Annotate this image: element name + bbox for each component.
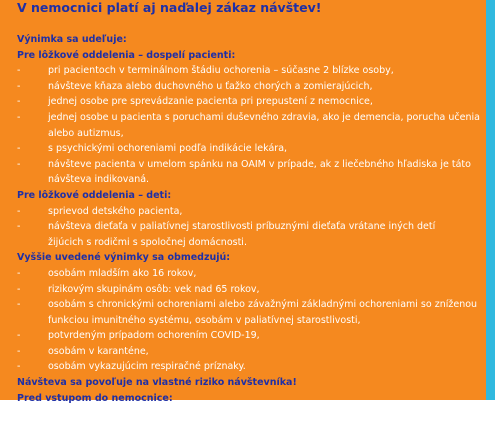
list-item [0, 157, 486, 173]
list-item-text: osobám vykazujúcim respiračné príznaky. [48, 361, 246, 373]
bullet-dash: - [17, 65, 21, 77]
list-item-text: osobám mladším ako 16 rokov, [48, 267, 197, 279]
list-item [0, 328, 486, 344]
list-item [0, 297, 486, 313]
list-item-text: návšteva indikovaná. [48, 174, 150, 186]
list-item-text: s psychickými ochoreniami podľa indikácie lekára, [48, 143, 288, 155]
list-item-continuation [0, 313, 486, 329]
list-item-continuation [0, 235, 486, 251]
bullet-dash: - [17, 267, 21, 279]
section-heading: Návšteva sa povoľuje na vlastné riziko návštevníka! [17, 377, 297, 389]
section-heading: Pred vstupom do nemocnice: [17, 392, 173, 404]
notice-body [0, 32, 486, 422]
bullet-dash: - [17, 408, 21, 420]
bullet-dash: - [17, 205, 21, 217]
list-item-text: osobám s chronickými ochoreniami alebo závažnými základnými ochoreniami so zníženou [48, 299, 478, 311]
list-item-text: rizikovým skupinám osôb: vek nad 65 rokov, [48, 283, 260, 295]
bullet-dash: - [17, 143, 21, 155]
bullet-dash: - [17, 330, 21, 342]
list-item [0, 63, 486, 79]
section-heading: Pre lôžkové oddelenia – dospelí pacienti: [17, 49, 236, 61]
list-item-text: návšteve pacienta v umelom spánku na OAIM v prípade, ak z liečebného hľadiska je táto [48, 158, 471, 170]
list-item [0, 344, 486, 360]
list-item-text: jednej osobe pre sprevádzanie pacienta pri prepustení z nemocnice, [48, 96, 373, 108]
list-item-continuation [0, 172, 486, 188]
list-item-text: osobám v karanténe, [48, 345, 149, 357]
list-item-text: pred návštevou je potrebné kontaktovať príslušné oddelenie a dohodnúť si dátum a čas [48, 408, 465, 420]
bullet-dash: - [17, 299, 21, 311]
list-item [0, 282, 486, 298]
list-item-text: žijúcich s rodičmi s spoločnej domácnosti. [48, 236, 247, 248]
list-item-continuation [0, 126, 486, 142]
bullet-dash: - [17, 345, 21, 357]
list-item [0, 406, 486, 422]
list-item [0, 79, 486, 95]
list-item [0, 266, 486, 282]
list-item [0, 110, 486, 126]
bullet-dash: - [17, 96, 21, 108]
notice-title: V nemocnici platí aj naďalej zákaz návštev! [17, 0, 322, 15]
list-item [0, 141, 486, 157]
bullet-dash: - [17, 111, 21, 123]
bullet-dash: - [17, 158, 21, 170]
bullet-dash: - [17, 80, 21, 92]
section-heading: Vyššie uvedené výnimky sa obmedzujú: [17, 252, 231, 264]
bullet-dash: - [17, 283, 21, 295]
list-item-text: pri pacientoch v terminálnom štádiu ochorenia – súčasne 2 blízke osoby, [48, 65, 394, 77]
list-item-text: návšteva dieťaťa v paliatívnej starostlivosti príbuznými dieťaťa vrátane iných detí [48, 221, 436, 233]
list-item [0, 94, 486, 110]
list-item-text: jednej osobe u pacienta s poruchami duševného zdravia, ako je demencia, porucha učenia [48, 111, 480, 123]
section-heading: Výnimka sa udeľuje: [17, 34, 127, 45]
list-item-text: potvrdeným prípadom ochorením COVID-19, [48, 330, 260, 342]
list-item-text: návšteve kňaza alebo duchovného u ťažko chorých a zomierajúcich, [48, 80, 373, 92]
list-item [0, 359, 486, 375]
bullet-dash: - [17, 361, 21, 373]
list-item [0, 204, 486, 220]
section-heading: Pre lôžkové oddelenia – deti: [17, 189, 172, 201]
list-item-text: sprievod detského pacienta, [48, 205, 183, 217]
list-item [0, 219, 486, 235]
list-item-text: alebo autizmus, [48, 127, 124, 139]
list-item-text: funkciou imunitného systému, osobám v paliatívnej starostlivosti, [48, 314, 361, 326]
bullet-dash: - [17, 221, 21, 233]
right-edge-strip [486, 0, 495, 400]
